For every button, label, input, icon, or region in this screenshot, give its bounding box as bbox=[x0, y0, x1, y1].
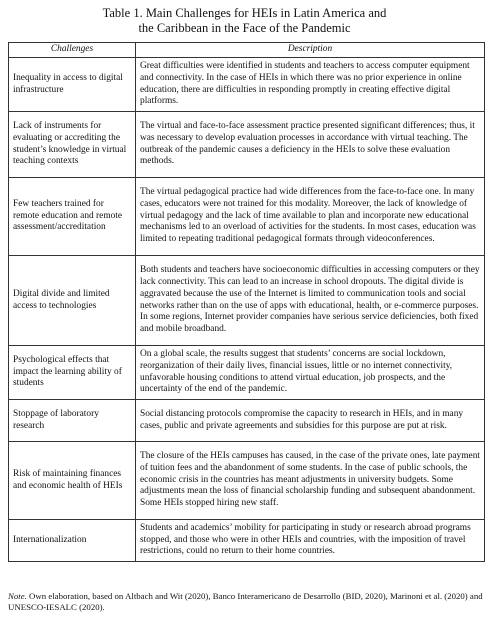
table-row bbox=[9, 256, 485, 346]
description-cell: On a global scale, the results suggest that students’ concerns are social lockdown, reorganization of their daily lives, financial issues, little or no internet connectivity, unfavorable housing conditions to attend virtual education, job prospects, and the uncertainty of the end of the pandemic. bbox=[136, 346, 485, 400]
challenge-cell: Stoppage of laboratory research bbox=[9, 400, 136, 442]
challenges-table bbox=[8, 42, 485, 562]
table-title-line-2: the Caribbean in the Face of the Pandemic bbox=[138, 21, 351, 35]
table-header-row bbox=[9, 43, 485, 58]
description-cell: Students and academics’ mobility for participating in study or research abroad programs stopped, and those who were in other HEIs and countries, with the imposition of travel restrictions, could no return to their home countries. bbox=[136, 520, 485, 562]
table-row bbox=[9, 178, 485, 256]
challenge-cell: Internationalization bbox=[9, 520, 136, 562]
header-challenges: Challenges bbox=[9, 43, 136, 58]
description-cell: Social distancing protocols compromise the capacity to research in HEIs, and in many cases, public and private agreements and subsidies for this purpose are put at risk. bbox=[136, 400, 485, 442]
table-note bbox=[8, 591, 484, 613]
challenge-cell: Few teachers trained for remote education and remote assessment/accreditation bbox=[9, 178, 136, 256]
description-cell: Great difficulties were identified in students and teachers to access computer equipment and connectivity. In the case of HEIs in which there was no prior experience in online education, there are difficulties in responding promptly in creating effective digital platforms. bbox=[136, 58, 485, 112]
table-row bbox=[9, 346, 485, 400]
note-text: Own elaboration, based on Altbach and Wit (2020), Banco Interamericano de Desarrollo (BID, 2020), Marinoni et al. (2020) and UNESCO-IESALC (2020). bbox=[8, 591, 483, 612]
description-cell: The virtual and face-to-face assessment practice presented significant differences; thus, it was necessary to develop evaluation processes in accordance with virtual teaching. The outbreak of the pandemic causes a deficiency in the HEIs to solve these evaluation methods. bbox=[136, 112, 485, 178]
challenge-cell: Inequality in access to digital infrastructure bbox=[9, 58, 136, 112]
challenge-cell: Lack of instruments for evaluating or accrediting the student’s knowledge in virtual teaching contexts bbox=[9, 112, 136, 178]
table-title-line-1: Table 1. Main Challenges for HEIs in Latin America and bbox=[102, 6, 387, 20]
challenge-cell: Digital divide and limited access to technologies bbox=[9, 256, 136, 346]
table-row bbox=[9, 520, 485, 562]
table-row bbox=[9, 112, 485, 178]
table-row bbox=[9, 442, 485, 520]
description-cell: The closure of the HEIs campuses has caused, in the case of the private ones, late payment of tuition fees and the abandonment of some students. In the case of public schools, the economic crisis in the countries has meant adjustments in university budgets. Some adjustments mean the loss of financial scholarship funding and subsequent abandonment. Some HEIs stopped hiring new staff. bbox=[136, 442, 485, 520]
table-row bbox=[9, 58, 485, 112]
note-label: Note. bbox=[8, 591, 27, 601]
table-title bbox=[0, 6, 489, 36]
description-cell: The virtual pedagogical practice had wide differences from the face-to-face one. In many cases, educators were not trained for this modality. Moreover, the lack of knowledge of virtual pedagogy and the lack of time available to plan and incorporate new educational mechanisms led to an overload of activities for the students. In most cases, education was limited to repeating traditional pedagogical formats through videoconferences. bbox=[136, 178, 485, 256]
header-description: Description bbox=[136, 43, 485, 58]
description-cell: Both students and teachers have socioeconomic difficulties in accessing computers or they lack connectivity. This can lead to an increase in school dropouts. The digital divide is aggravated because the use of the Internet is limited to communication tools and social networks rather than on the use of apps with educational, health, or e-commerce purposes. In some regions, Internet provider companies have serious service deficiencies, both fixed and mobile broadband. bbox=[136, 256, 485, 346]
challenge-cell: Psychological effects that impact the learning ability of students bbox=[9, 346, 136, 400]
table-row bbox=[9, 400, 485, 442]
challenge-cell: Risk of maintaining finances and economic health of HEIs bbox=[9, 442, 136, 520]
